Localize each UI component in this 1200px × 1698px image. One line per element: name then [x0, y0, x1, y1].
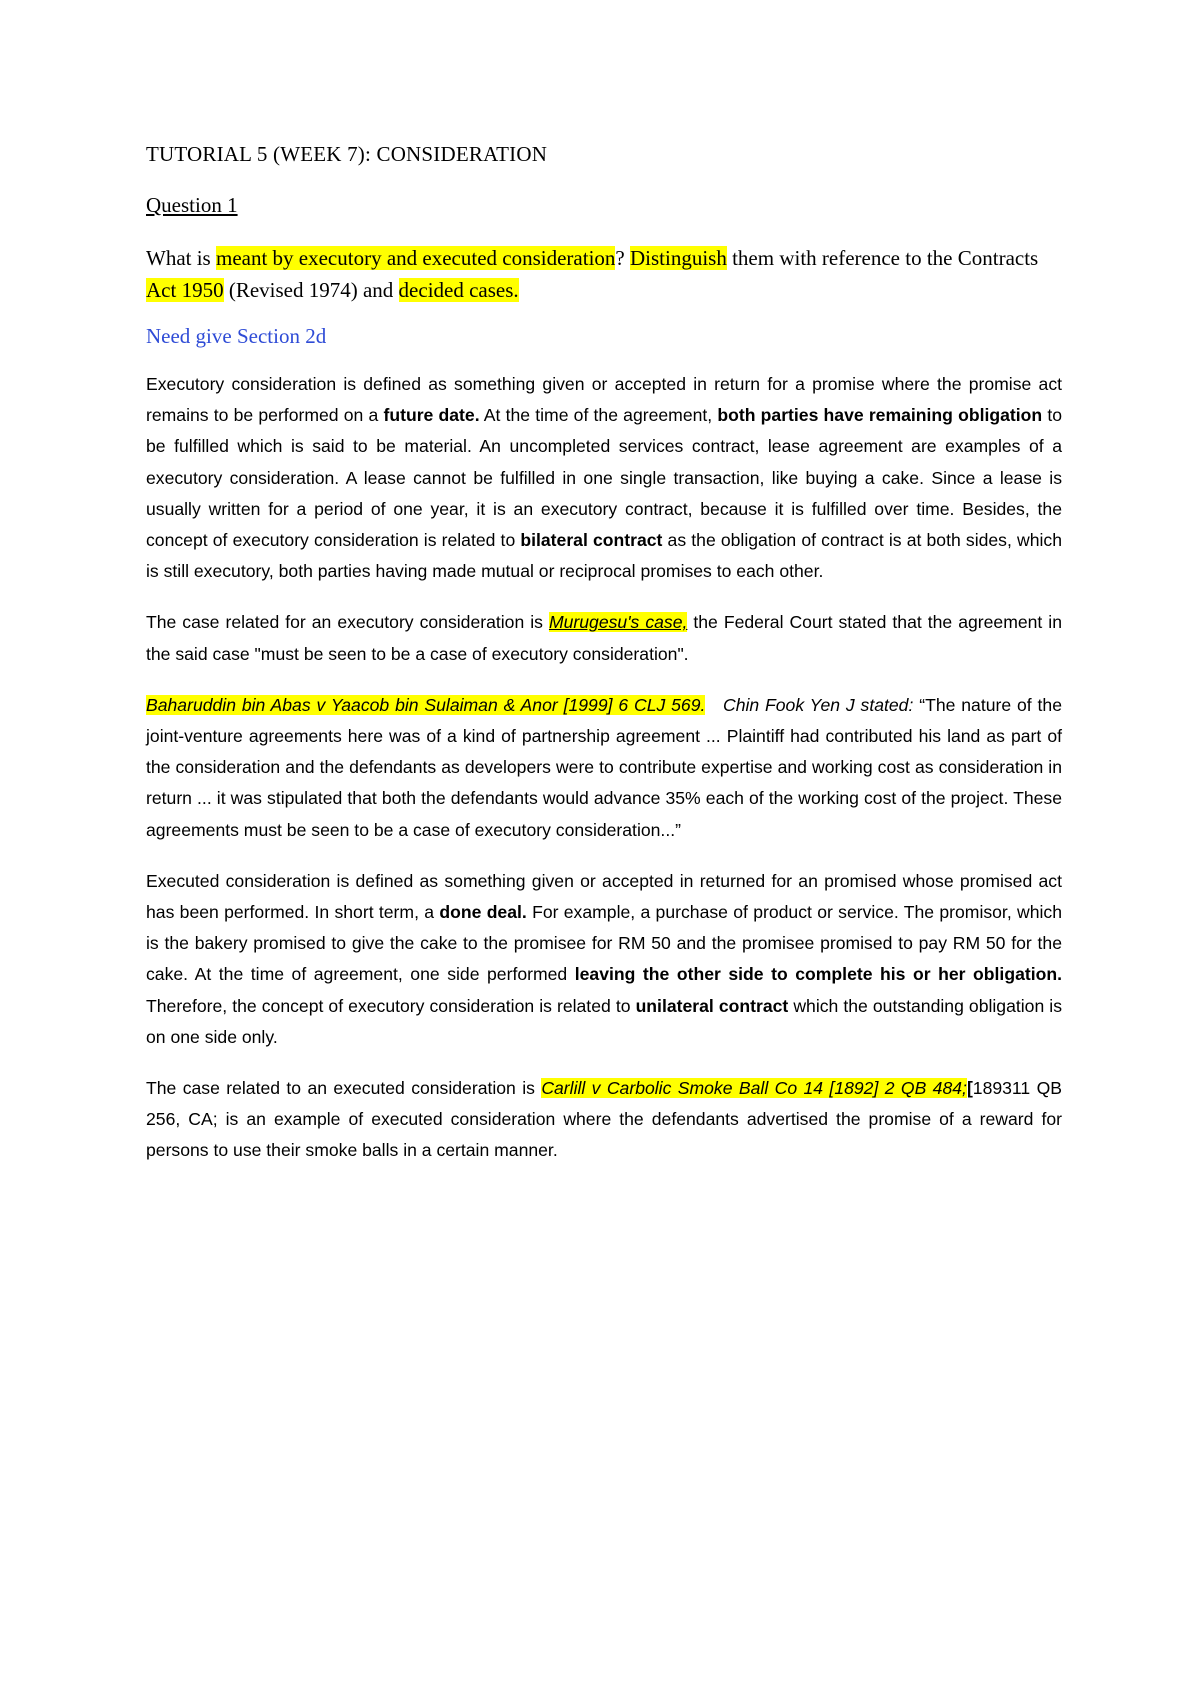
bold-term: done deal.: [439, 902, 527, 923]
bold-term: future date.: [383, 405, 480, 426]
bold-term: bilateral contract: [520, 530, 663, 551]
paragraph-text: At the time of the agreement,: [479, 405, 718, 426]
bold-term: both parties have remaining obligation: [717, 405, 1043, 426]
case-citation: Murugesu's case,: [548, 612, 688, 633]
paragraph-text: For example, a purchase of product or service. The promisor, which is the bakery promised to give the cake to the promisee for RM 50 and the promisee promised to pay RM 50 for the cake. At the time of agreement, one side performed: [146, 902, 1062, 985]
paragraph-text: Executed consideration is defined as something given or accepted in returned for an promised whose promised act has been performed. In short term, a: [146, 870, 1062, 923]
question-text-part: What is: [146, 246, 216, 270]
case-citation: Baharuddin bin Abas v Yaacob bin Sulaiman & Anor [1999] 6 CLJ 569.: [146, 694, 706, 715]
bold-term: leaving the other side to complete his or her obligation.: [574, 964, 1062, 985]
highlight: Act 1950: [146, 278, 224, 302]
bold-term: [: [966, 1078, 973, 1099]
page-title: TUTORIAL 5 (WEEK 7): CONSIDERATION: [146, 142, 548, 166]
paragraph-text: to be fulfilled which is said to be material. An uncompleted services contract, lease agreement are examples of a executory consideration. A lease cannot be fulfilled in one single transaction, like buying a cake. Since a lease is usually written for a period of one year, it is an executory contract, because it is fulfilled over time. Besides, the concept of executory consideration is related to: [146, 405, 1063, 551]
baharuddin-case-paragraph: [146, 690, 1062, 846]
paragraph-text: the Federal Court stated that the agreement in the said case "must be seen to be a case of executory consideration".: [146, 612, 1062, 664]
highlight: Distinguish: [629, 246, 727, 270]
highlight: meant by executory and executed consideration: [215, 246, 616, 270]
executed-case-paragraph: [146, 1073, 1062, 1167]
question-text: [146, 242, 1062, 306]
question-text-part: ?: [615, 246, 630, 270]
paragraph-text: The case related to an executed consideration is: [146, 1078, 542, 1099]
bold-term: unilateral contract: [635, 995, 789, 1016]
document-body: [146, 142, 1062, 1187]
executory-definition-paragraph: [146, 369, 1062, 587]
highlight: decided cases.: [398, 278, 519, 302]
paragraph-text: which the outstanding obligation is on one side only.: [146, 995, 1063, 1047]
paragraph-text: as the obligation of contract is at both sides, which is still executory, both parties having made mutual or reciprocal promises to each other.: [146, 530, 1062, 582]
paragraph-text: The case related for an executory consideration is: [146, 612, 549, 633]
question-heading: Question 1: [146, 193, 238, 217]
case-citation: Carlill v Carbolic Smoke Ball Co 14 [1892] 2 QB 484;: [541, 1078, 967, 1099]
question-text-part: (Revised 1974) and: [223, 278, 399, 302]
executory-case-paragraph: [146, 607, 1062, 669]
paragraph-text: Executory consideration is defined as something given or accepted in return for a promise where the promise act remains to be performed on a: [146, 374, 1062, 426]
paragraph-text: “The nature of the joint-venture agreements here was of a kind of partnership agreement ... Plaintiff had contributed his land as part of the consideration and the defendants as developers were to contribute expertise and working cost as consideration in return ... it was stipulated that both the defendants would advance 35% each of the working cost of the project. These agreements must be seen to be a case of executory consideration...”: [146, 694, 1062, 840]
paragraph-text: 189311 QB 256, CA; is an example of executed consideration where the defendants advertised the promise of a reward for persons to use their smoke balls in a certain manner.: [146, 1078, 1062, 1161]
question-text-part: them with reference to the Contracts: [726, 246, 1039, 270]
paragraph-text: Therefore, the concept of executory consideration is related to: [146, 995, 636, 1016]
executed-definition-paragraph: [146, 866, 1062, 1053]
paragraph-text: [705, 695, 723, 715]
judge-statement: Chin Fook Yen J stated:: [722, 694, 914, 715]
section-note: Need give Section 2d: [146, 324, 327, 348]
